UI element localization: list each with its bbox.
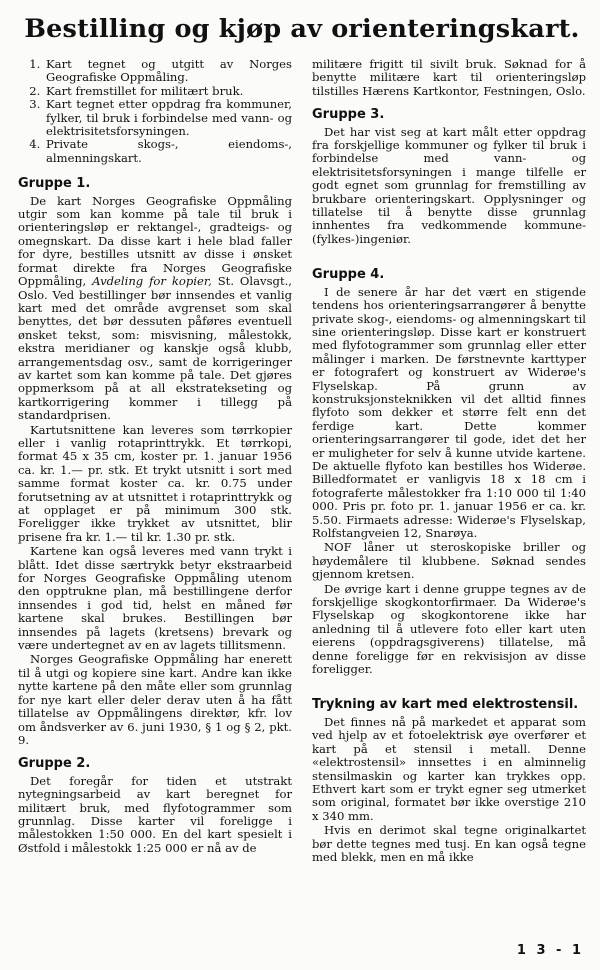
list-item: 4. Private skogs-, eiendoms-, almenningskart. [44,138,292,165]
paragraph-text: De kart Norges Geografiske Oppmåling utgir som kan komme på tale til bruk i orienteringsløp er rektangel-, gradteigs- og omegnskart. Da disse kart i hele blad faller for dyre, bestilles utsnitt av disse i ønsket format direkte fra Norges Geografiske Oppmåling, [18,193,292,289]
paragraph [18,195,292,423]
paragraph: Det foregår for tiden et utstrakt nytegningsarbeid av kart beregnet for militært bruk, med flyfotogrammer som grunnlag. Disse karter vil foreligge i målestokken 1:50 000. En del kart spesielt i Østfold i målestokk 1:25 000 er nå av de [18,773,292,855]
section-heading-trykning: Trykning av kart med elektrostensil. [312,697,579,713]
two-column-body [18,58,586,864]
paragraph: Kartene kan også leveres med vann trykt i blått. Idet disse særtrykk betyr ekstraarbeid for Norges Geografiske Oppmåling utenom den opptrukne plan, må bestillingene derfor innsendes i god tid, helst en måned før kartene skal brukes. Bestillingen bør innsendes på lagets (kretsens) brevark og være undertegnet av en av lagets tillitsmenn. [18,544,292,653]
section-heading-gruppe-3: Gruppe 3. [312,107,385,123]
paragraph: Kartutsnittene kan leveres som tørrkopier eller i vanlig rotaprinttrykk. Et tørrkopi, format 45 x 35 cm, koster pr. 1. januar 1956 ca. kr. 1.— pr. stk. Et trykt utsnitt i sort med samme format koster ca. kr. 0.75 under forutsetning av at utsnittet i rotaprinttrykk og at opplaget er på minimum 300 stk. Foreligger ikke trykket av utsnittet, blir prisene fra kr. 1.— til kr. 1.30 pr. stk. [18,422,292,544]
section-heading-gruppe-2: Gruppe 2. [18,756,91,772]
paragraph: Det har vist seg at kart målt etter oppdrag fra forskjellige kommuner og fylker til bruk i forbindelse med vann- og elektrisitetsforsyningen i mange tilfelle er godt egnet som grunnlag for fremstilling av brukbare orienteringskart. Opplysninger og tillatelse til å benytte disse grunnlag innhentes fra vedkommende kommune- (fylkes-)ingeniør. [312,124,586,246]
paragraph: NOF låner ut steroskopiske briller og høydemålere til klubbene. Søknad sendes gjennom kretsen. [312,540,586,582]
paragraph: Det finnes nå på markedet et apparat som ved hjelp av et fotoelektrisk øye overfører et kart på et stensil i metall. Denne «elektrostensil» innsettes i en alminnelig stensilmaskin og karter kan trykkes opp. Ethvert kart som er trykt egner seg utmerket som original, formatet bør ikke overstige 210 x 340 mm. [312,714,586,823]
list-item: 3. Kart tegnet etter oppdrag fra kommuner, fylker, til bruk i forbindelse med vann- og elektrisitetsforsyningen. [44,98,292,138]
paragraph-continuation: militære frigitt til sivilt bruk. Søknad for å benytte militære kart til orienteringsløp tilstilles Hærens Kartkontor, Festningen, Oslo. [312,57,586,98]
right-column [312,58,586,864]
paragraph: Norges Geografiske Oppmåling har enerett til å utgi og kopiere sine kart. Andre kan ikke nytte kartene på den måte eller som grunnlag for nye kart eller deler derav uten å ha fått tillatelse av Oppmålingens direktør, kfr. lov om åndsverker av 6. juni 1930, § 1 og § 2, pkt. 9. [18,652,292,747]
paragraph-italic-text: Avdeling for kopier, [92,274,212,289]
paragraph: I de senere år har det vært en stigende tendens hos orienteringsarrangører å benytte private skog-, eiendoms- og almenningskart til sine orienteringsløp. Disse kart er konstruert med flyfotogrammer som grunnlag eller etter målinger i marken. De førstnevnte karttyper er fotografert og konstruert av Widerøe's Flyselskap. På grunn av konstruksjonsteknikken vil det alltid finnes flyfoto som dekker et større felt enn det ferdige kart. Dette kommer orienteringsarrangører til gode, idet det her er muligheter for selv å kunne utvide kartene. De aktuelle flyfoto kan bestilles hos Widerøe. Billedformatet er vanligvis 18 x 18 cm i fotograferte målestokker fra 1:10 000 til 1:40 000. Pris pr. foto pr. 1. januar 1956 er ca. kr. 5.50. Firmaets adresse: Widerøe's Flyselskap, Rolfstangveien 12, Snarøya. [312,284,586,540]
kart-types-list [18,58,292,165]
paragraph-text: St. Olavsgt., Oslo. Ved bestillinger bør innsendes et vanlig kart med det område avgrenset som skal benyttes, det bør dessuten påføres eventuell ønsket tekst, som: misvisning, målestokk, ekstra meridianer og kanskje også klubb, arrangementsdag osv., samt de korrigeringer av kartet som kan komme på tale. Det gjøres oppmerksom på at all ekstratekseting og kartkorrigering kommer i tillegg på standardprisen. [18,274,292,423]
list-item: 1. Kart tegnet og utgitt av Norges Geografiske Oppmåling. [44,58,292,85]
section-heading-gruppe-1: Gruppe 1. [18,176,91,192]
page-title: Bestilling og kjøp av orienteringskart. [24,14,580,44]
left-column [18,58,292,864]
paragraph: Hvis en derimot skal tegne originalkartet bør dette tegnes med tusj. En kan også tegne med blekk, men en må ikke [312,823,586,864]
list-item: 2. Kart fremstillet for militært bruk. [44,85,292,98]
section-heading-gruppe-4: Gruppe 4. [312,267,385,283]
paragraph: De øvrige kart i denne gruppe tegnes av de forskjellige skogkontorfirmaer. Da Widerøe's Flyselskap og skogkontorene ikke har anledning til å utlevere foto eller kart uten eierens (oppdragsgiverens) tillatelse, må denne foreligge før en rekvisisjon av disse foreligger. [312,581,586,677]
page-number: 1 3 - 1 [516,943,584,958]
